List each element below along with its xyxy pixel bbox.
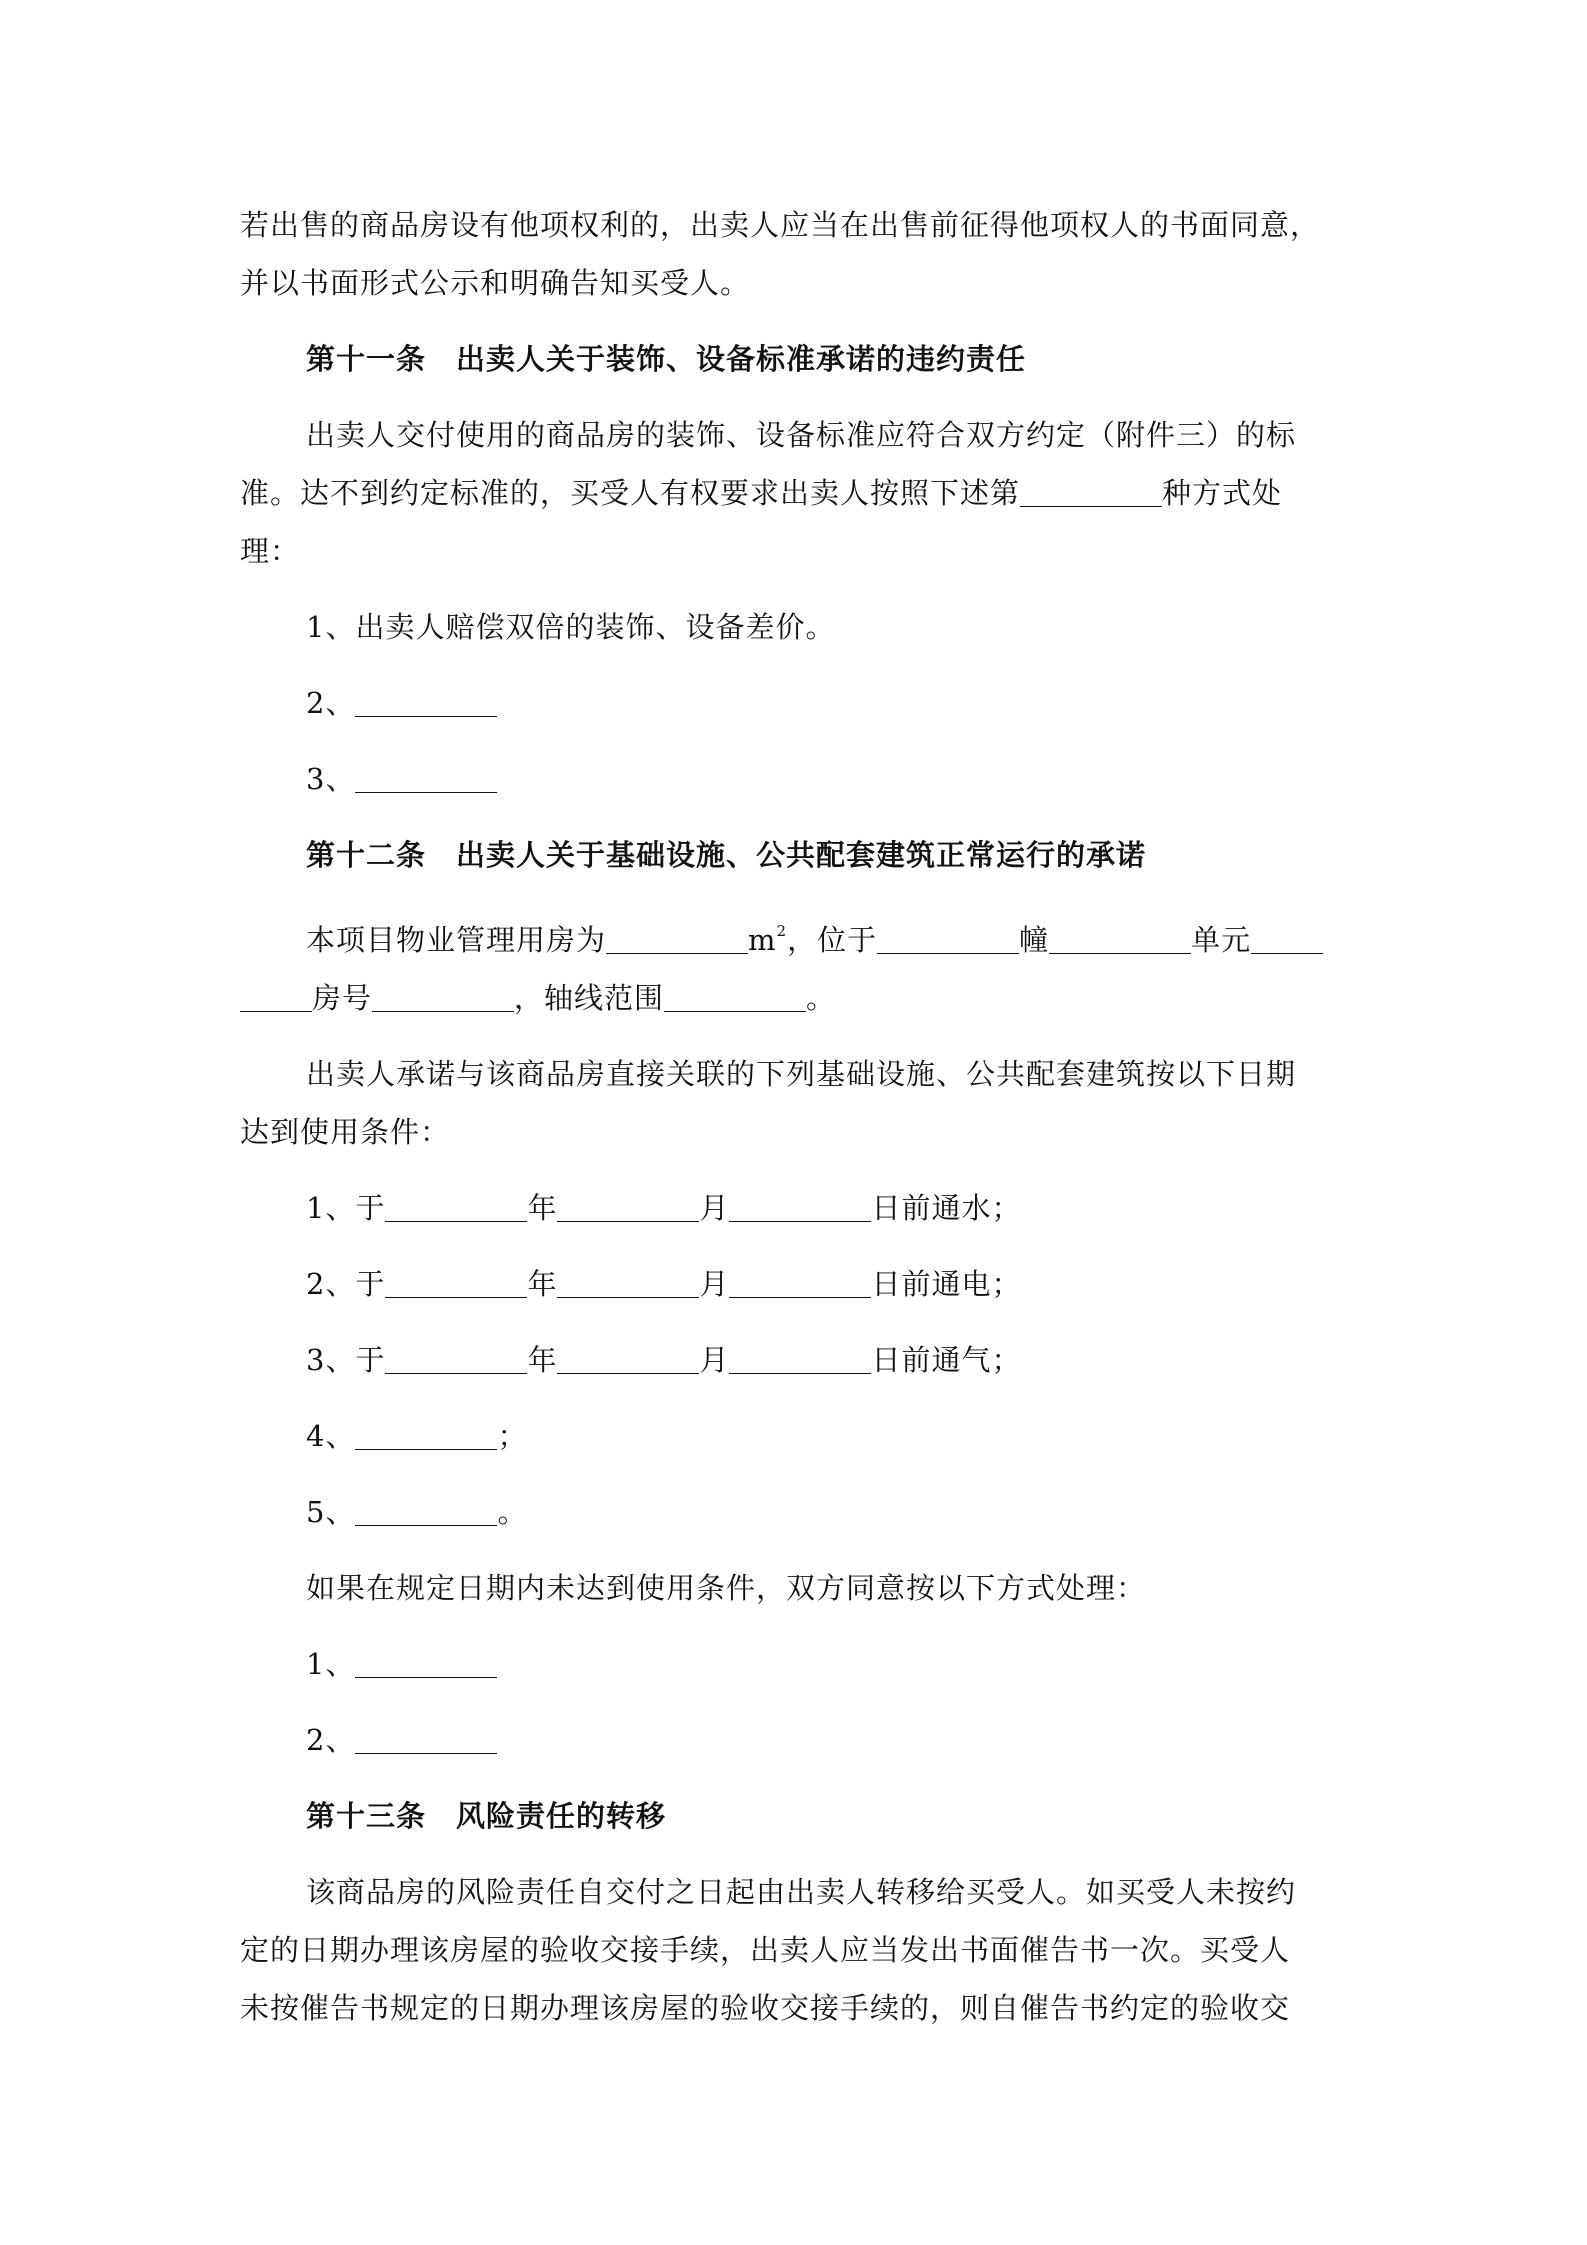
blank-field[interactable]: [355, 1495, 497, 1526]
blank-field[interactable]: [385, 1191, 527, 1222]
article-11-body: [240, 406, 1360, 464]
blank-field[interactable]: [729, 1191, 871, 1222]
list-number: 3、于: [306, 1343, 386, 1377]
list-number: 4、: [306, 1419, 356, 1453]
blank-field[interactable]: [877, 923, 1019, 954]
blank-field[interactable]: [355, 1647, 497, 1678]
blank-field[interactable]: [557, 1343, 699, 1374]
blank-field[interactable]: [355, 1723, 497, 1754]
promise-line: 出卖人承诺与该商品房直接关联的下列基础设施、公共配套建筑按以下日期: [306, 1057, 1297, 1091]
day-label: 日前通气；: [871, 1343, 1022, 1377]
text-span: ，轴线范围: [514, 981, 665, 1015]
text-span: ，位于: [787, 923, 878, 957]
failure-clause: 如果在规定日期内未达到使用条件，双方同意按以下方式处理：: [306, 1571, 1147, 1605]
blank-field[interactable]: [729, 1343, 871, 1374]
text-span: ；: [497, 1419, 528, 1453]
list-number: 1、于: [306, 1191, 386, 1225]
text-span: 。: [806, 981, 837, 1015]
list-number: 2、: [306, 686, 356, 720]
date-item: [240, 1255, 1360, 1313]
promise-line-cont: 达到使用条件：: [240, 1115, 451, 1149]
article-12-heading: 第十二条 出卖人关于基础设施、公共配套建筑正常运行的承诺: [306, 838, 1147, 872]
list-item: 1、出卖人赔偿双倍的装饰、设备差价。: [306, 610, 836, 644]
list-number: 2、于: [306, 1267, 386, 1301]
text-span: 出卖人交付使用的商品房的装饰、设备标准应符合双方约定（附件三）的标: [306, 418, 1297, 452]
blank-field[interactable]: [557, 1267, 699, 1298]
document-body: [240, 196, 1360, 2037]
list-number: 2、: [306, 1723, 356, 1757]
month-label: 月: [699, 1267, 730, 1301]
list-number: 1、: [306, 1647, 356, 1681]
paragraph-line: 若出售的商品房设有他项权利的，出卖人应当在出售前征得他项权人的书面同意，: [240, 208, 1321, 242]
blank-field[interactable]: [240, 981, 312, 1012]
blank-field[interactable]: [664, 981, 806, 1012]
list-item: [240, 674, 1360, 732]
text-span: 本项目物业管理用房为: [306, 923, 607, 957]
list-item: [240, 750, 1360, 808]
text-span: 幢: [1019, 923, 1050, 957]
blank-field[interactable]: [385, 1343, 527, 1374]
paragraph-line: 并以书面形式公示和明确告知买受人。: [240, 266, 751, 300]
blank-field[interactable]: [355, 1419, 497, 1450]
article-11-body-cont: 理：: [240, 534, 301, 568]
text-span: 单元: [1191, 923, 1252, 957]
blank-field[interactable]: [1049, 923, 1191, 954]
list-item: [240, 1635, 1360, 1693]
article-13-body-cont: 定的日期办理该房屋的验收交接手续，出卖人应当发出书面催告书一次。买受人: [240, 1933, 1291, 1967]
blank-field[interactable]: [355, 686, 497, 717]
blank-field[interactable]: [1251, 923, 1323, 954]
day-label: 日前通水；: [871, 1191, 1022, 1225]
list-item: [240, 1407, 1360, 1465]
year-label: 年: [527, 1191, 558, 1225]
article-11-heading: 第十一条 出卖人关于装饰、设备标准承诺的违约责任: [306, 342, 1027, 376]
blank-field[interactable]: [729, 1267, 871, 1298]
article-13-heading: 第十三条 风险责任的转移: [306, 1799, 667, 1833]
list-item: [240, 1711, 1360, 1769]
blank-field[interactable]: [355, 762, 497, 793]
month-label: 月: [699, 1191, 730, 1225]
text-span: 房号: [312, 981, 373, 1015]
list-item: [240, 1483, 1360, 1541]
unit-m: m: [748, 923, 777, 957]
year-label: 年: [527, 1343, 558, 1377]
property-room-line: [240, 902, 1360, 969]
list-number: 5、: [306, 1495, 356, 1529]
blank-field[interactable]: [606, 923, 748, 954]
article-13-body: 该商品房的风险责任自交付之日起由出卖人转移给买受人。如买受人未按约: [306, 1875, 1297, 1909]
blank-field[interactable]: [372, 981, 514, 1012]
day-label: 日前通电；: [871, 1267, 1022, 1301]
year-label: 年: [527, 1267, 558, 1301]
article-11-body-cont: [240, 464, 1360, 522]
date-item: [240, 1331, 1360, 1389]
unit-superscript: 2: [776, 922, 788, 940]
list-number: 3、: [306, 762, 356, 796]
date-item: [240, 1179, 1360, 1237]
text-span: 。: [497, 1495, 528, 1529]
property-room-line-cont: [240, 969, 1360, 1027]
blank-field[interactable]: [1020, 476, 1162, 507]
blank-field[interactable]: [557, 1191, 699, 1222]
blank-field[interactable]: [385, 1267, 527, 1298]
text-span: 种方式处: [1162, 476, 1283, 510]
month-label: 月: [699, 1343, 730, 1377]
article-13-body-cont: 未按催告书规定的日期办理该房屋的验收交接手续的，则自催告书约定的验收交: [240, 1991, 1291, 2025]
text-span: 准。达不到约定标准的，买受人有权要求出卖人按照下述第: [240, 476, 1021, 510]
